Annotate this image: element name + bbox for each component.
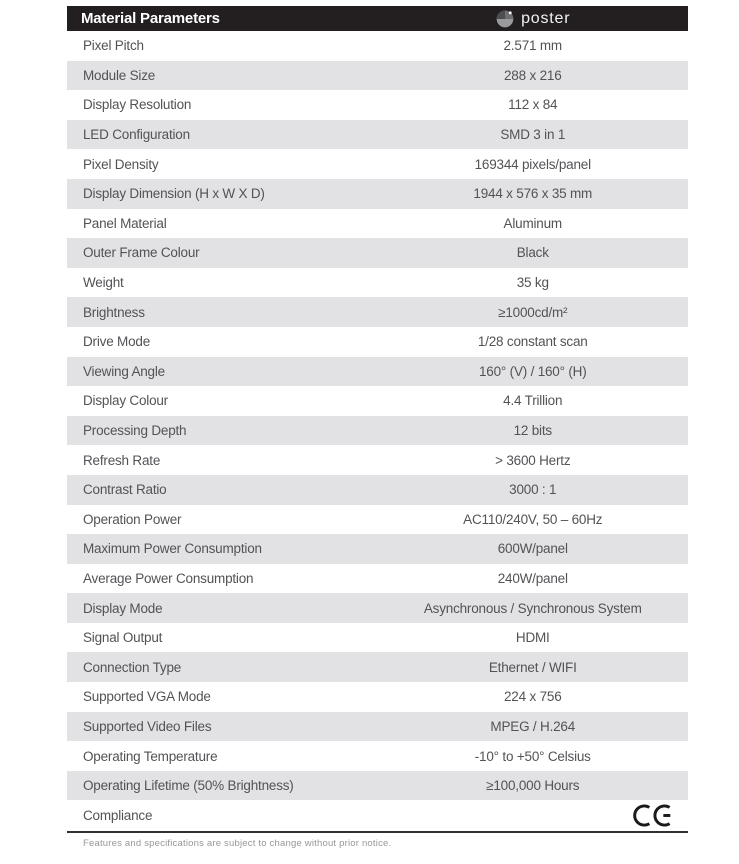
table-row bbox=[67, 682, 688, 712]
param-label: Display Colour bbox=[83, 393, 168, 409]
param-value: 1/28 constant scan bbox=[477, 334, 588, 350]
param-value: 112 x 84 bbox=[508, 97, 558, 113]
param-value: 3000 : 1 bbox=[509, 482, 557, 498]
param-value: 600W/panel bbox=[497, 541, 568, 557]
param-value: ≥100,000 Hours bbox=[486, 778, 580, 794]
table-row bbox=[67, 534, 688, 564]
param-value: Ethernet / WIFI bbox=[488, 659, 577, 675]
table-row bbox=[67, 712, 688, 742]
param-value: 240W/panel bbox=[497, 570, 568, 586]
table-header-left bbox=[67, 10, 378, 27]
table-row bbox=[67, 445, 688, 475]
param-label: Display Mode bbox=[83, 600, 163, 616]
table-row bbox=[67, 149, 688, 179]
table-row bbox=[67, 564, 688, 594]
brand-logo bbox=[378, 9, 689, 29]
param-label: LED Configuration bbox=[83, 127, 190, 143]
table-row bbox=[67, 31, 688, 61]
param-label: Outer Frame Colour bbox=[83, 245, 200, 261]
table-header bbox=[67, 6, 688, 31]
table-row bbox=[67, 505, 688, 535]
param-label: Viewing Angle bbox=[83, 363, 165, 379]
param-value: 169344 pixels/panel bbox=[474, 156, 591, 172]
param-label: Refresh Rate bbox=[83, 452, 161, 468]
param-label: Display Resolution bbox=[83, 97, 192, 113]
sphere-quadrant-icon bbox=[495, 9, 515, 29]
param-label: Contrast Ratio bbox=[83, 482, 167, 498]
table-header-title: Material Parameters bbox=[81, 10, 220, 27]
table-row bbox=[67, 652, 688, 682]
spec-sheet bbox=[67, 6, 688, 849]
param-label: Drive Mode bbox=[83, 334, 151, 350]
param-value: 4.4 Trillion bbox=[503, 393, 563, 409]
spec-rows bbox=[67, 31, 688, 800]
ce-mark-icon bbox=[628, 802, 674, 829]
param-value: > 3600 Hertz bbox=[495, 452, 571, 468]
param-value: 288 x 216 bbox=[504, 67, 562, 83]
param-label: Brightness bbox=[83, 304, 145, 320]
table-row bbox=[67, 120, 688, 150]
footer-note: Features and specifications are subject to change without prior notice. bbox=[83, 838, 392, 850]
table-row bbox=[67, 209, 688, 239]
table-row bbox=[67, 475, 688, 505]
table-row bbox=[67, 416, 688, 446]
param-label: Supported VGA Mode bbox=[83, 689, 211, 705]
table-row bbox=[67, 771, 688, 801]
brand-logo-text: poster bbox=[521, 9, 571, 27]
param-value: 224 x 756 bbox=[504, 689, 562, 705]
table-row bbox=[67, 297, 688, 327]
param-label: Weight bbox=[83, 275, 124, 291]
table-row bbox=[67, 179, 688, 209]
param-value: 12 bits bbox=[513, 423, 552, 439]
param-value: Black bbox=[516, 245, 549, 261]
param-value: HDMI bbox=[515, 630, 550, 646]
param-label: Module Size bbox=[83, 67, 156, 83]
param-label: Supported Video Files bbox=[83, 718, 212, 734]
table-row bbox=[67, 593, 688, 623]
table-row bbox=[67, 357, 688, 387]
param-value: 2.571 mm bbox=[503, 38, 562, 54]
param-label: Processing Depth bbox=[83, 423, 187, 439]
param-label: Operating Temperature bbox=[83, 748, 218, 764]
table-row bbox=[67, 623, 688, 653]
param-label: Average Power Consumption bbox=[83, 570, 254, 586]
table-row bbox=[67, 386, 688, 416]
table-row bbox=[67, 238, 688, 268]
table-row bbox=[67, 741, 688, 771]
param-value: 35 kg bbox=[516, 275, 549, 291]
table-row bbox=[67, 327, 688, 357]
table-row bbox=[67, 90, 688, 120]
param-label: Compliance bbox=[83, 807, 153, 823]
param-label: Signal Output bbox=[83, 630, 163, 646]
param-value: MPEG / H.264 bbox=[490, 718, 576, 734]
param-value: 1944 x 576 x 35 mm bbox=[473, 186, 593, 202]
param-value: SMD 3 in 1 bbox=[500, 127, 566, 143]
param-label: Connection Type bbox=[83, 659, 182, 675]
param-value: ≥1000cd/m² bbox=[498, 304, 568, 320]
table-row-compliance bbox=[67, 800, 688, 830]
ce-mark-cell bbox=[378, 802, 689, 829]
param-value: Aluminum bbox=[503, 215, 562, 231]
param-value: Asynchronous / Synchronous System bbox=[423, 600, 642, 616]
param-label: Maximum Power Consumption bbox=[83, 541, 262, 557]
param-value: -10° to +50° Celsius bbox=[474, 748, 591, 764]
param-value: 160° (V) / 160° (H) bbox=[478, 363, 587, 379]
param-value: AC110/240V, 50 – 60Hz bbox=[463, 511, 603, 527]
param-label: Display Dimension (H x W X D) bbox=[83, 186, 265, 202]
param-label: Operating Lifetime (50% Brightness) bbox=[83, 778, 294, 794]
table-row bbox=[67, 268, 688, 298]
param-label: Pixel Density bbox=[83, 156, 159, 172]
param-label: Pixel Pitch bbox=[83, 38, 144, 54]
param-label: Panel Material bbox=[83, 215, 167, 231]
table-row bbox=[67, 61, 688, 91]
param-label: Operation Power bbox=[83, 511, 182, 527]
